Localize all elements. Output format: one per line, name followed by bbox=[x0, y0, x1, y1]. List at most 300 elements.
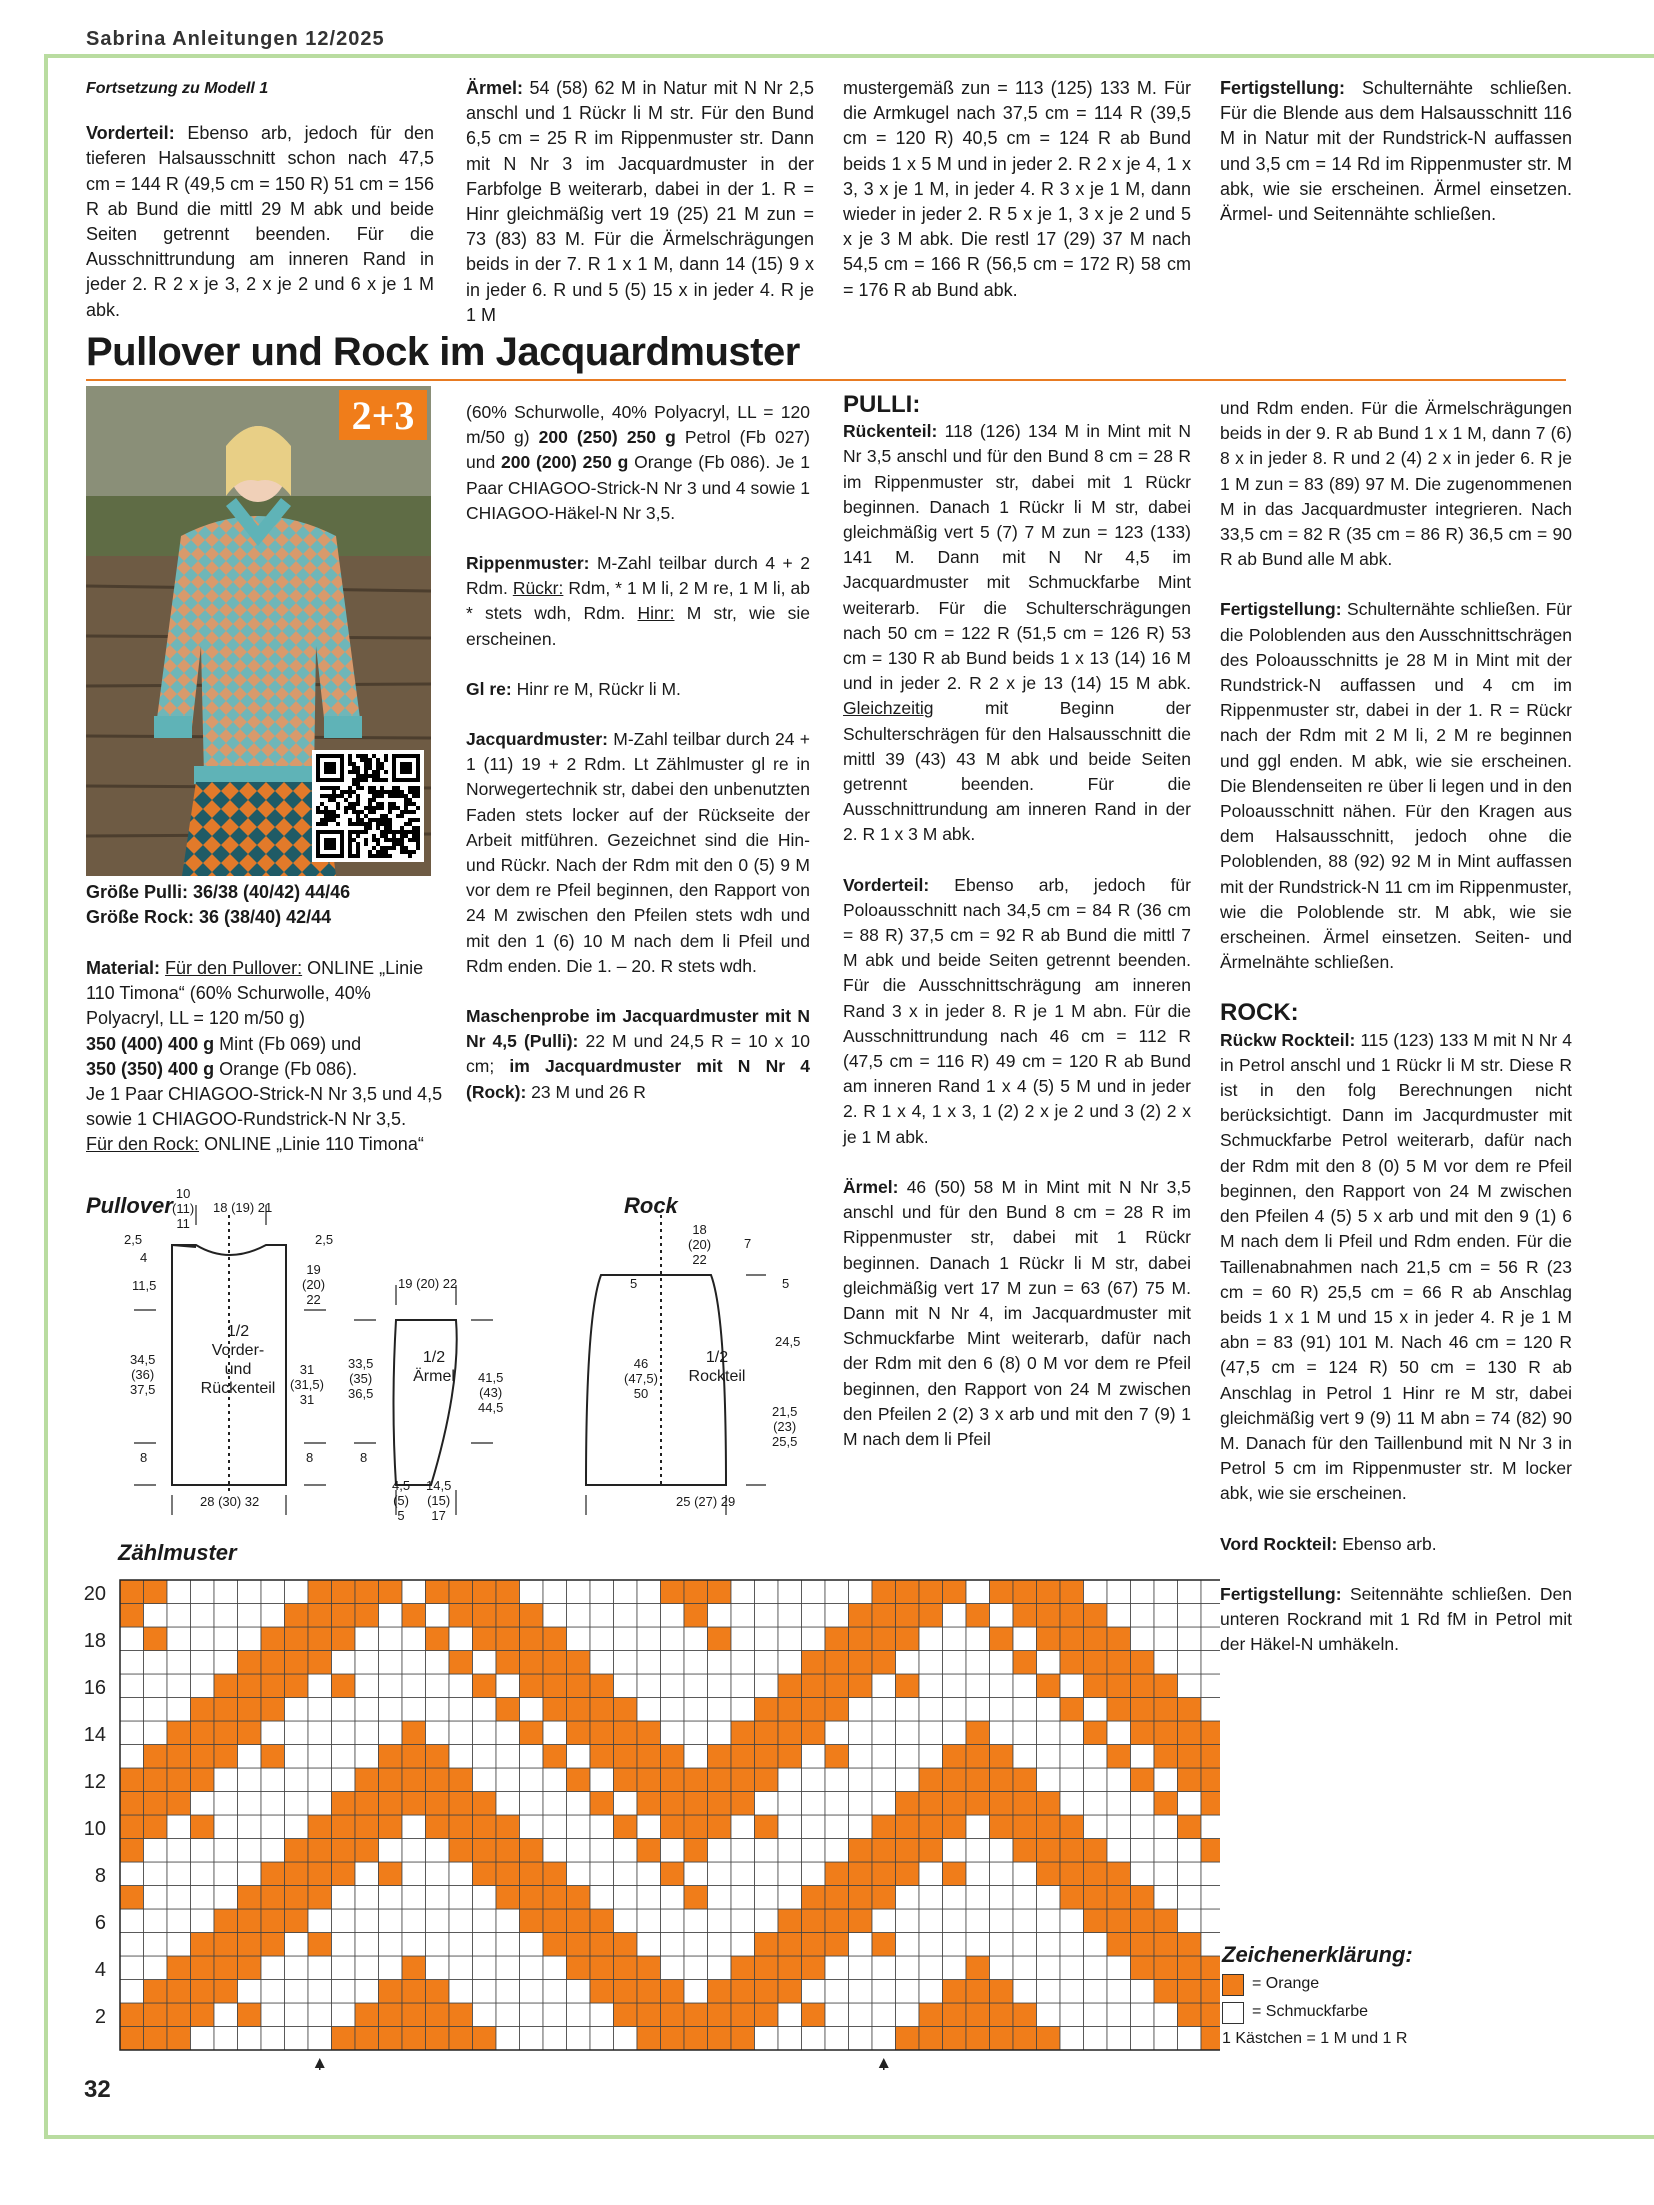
qr-module bbox=[356, 830, 360, 834]
chart-cell bbox=[567, 1580, 591, 1604]
qr-module bbox=[412, 790, 416, 794]
qr-module bbox=[348, 842, 352, 846]
chart-cell bbox=[379, 1604, 403, 1628]
chart-cell bbox=[402, 1980, 426, 2004]
chart-cell bbox=[802, 1933, 826, 1957]
chart-cell bbox=[332, 1815, 356, 1839]
chart-cell bbox=[755, 1886, 779, 1910]
dim-neck-top: 10 (11) 11 bbox=[172, 1186, 195, 1231]
chart-cell bbox=[990, 1580, 1014, 1604]
chart-cell bbox=[520, 1627, 544, 1651]
chart-cell bbox=[1013, 1909, 1037, 1933]
qr-module bbox=[356, 842, 360, 846]
chart-cell bbox=[379, 1674, 403, 1698]
chart-cell bbox=[708, 2003, 732, 2027]
chart-cell bbox=[849, 1815, 873, 1839]
chart-cell bbox=[872, 1674, 896, 1698]
qr-module bbox=[352, 854, 356, 858]
chart-cell bbox=[684, 1698, 708, 1722]
chart-cell bbox=[238, 1745, 262, 1769]
qr-module bbox=[408, 802, 412, 806]
chart-cell bbox=[1084, 1909, 1108, 1933]
chart-cell bbox=[637, 1674, 661, 1698]
qr-module bbox=[320, 818, 324, 822]
chart-cell bbox=[449, 2027, 473, 2051]
chart-cell bbox=[778, 1980, 802, 2004]
chart-cell bbox=[1037, 1604, 1061, 1628]
dim-sk-5r: 5 bbox=[782, 1276, 790, 1291]
chart-cell bbox=[849, 1745, 873, 1769]
chart-cell bbox=[261, 1768, 285, 1792]
qr-module bbox=[400, 850, 404, 854]
qr-module bbox=[416, 826, 420, 830]
chart-cell bbox=[1107, 1745, 1131, 1769]
qr-module bbox=[396, 794, 400, 798]
chart-cell bbox=[731, 1651, 755, 1675]
chart-cell bbox=[943, 1980, 967, 2004]
qr-module bbox=[404, 806, 408, 810]
chart-cell bbox=[966, 1768, 990, 1792]
qr-module bbox=[368, 758, 372, 762]
chart-cell bbox=[144, 1956, 168, 1980]
chart-row-label-left: 8 bbox=[94, 1864, 106, 1887]
qr-module bbox=[356, 822, 360, 826]
chart-cell bbox=[896, 1721, 920, 1745]
chart-cell bbox=[379, 1721, 403, 1745]
qr-module bbox=[356, 782, 360, 786]
dim-sl-top: 19 (20) 22 bbox=[398, 1276, 458, 1291]
chart-cell bbox=[1084, 1815, 1108, 1839]
chart-cell bbox=[896, 1651, 920, 1675]
chart-cell bbox=[120, 1627, 144, 1651]
chart-cell bbox=[214, 2003, 238, 2027]
chart-cell bbox=[308, 1792, 332, 1816]
chart-cell bbox=[355, 1980, 379, 2004]
rippen-c: M str, wie sie erscheinen. bbox=[466, 603, 810, 649]
chart-cell bbox=[872, 1956, 896, 1980]
chart-cell bbox=[896, 2003, 920, 2027]
chart-cell bbox=[590, 1651, 614, 1675]
chart-cell bbox=[379, 1886, 403, 1910]
rippen-label: Rippenmuster: bbox=[466, 553, 590, 574]
chart-cell bbox=[731, 2003, 755, 2027]
chart-cell bbox=[637, 1698, 661, 1722]
chart-cell bbox=[684, 1933, 708, 1957]
chart-cell bbox=[308, 1933, 332, 1957]
chart-cell bbox=[567, 2003, 591, 2027]
qr-module bbox=[380, 850, 384, 854]
chart-cell bbox=[308, 1886, 332, 1910]
chart-cell bbox=[896, 1745, 920, 1769]
chart-cell bbox=[1013, 1651, 1037, 1675]
chart-cell bbox=[261, 1674, 285, 1698]
qr-module bbox=[356, 810, 360, 814]
chart-cell bbox=[990, 2027, 1014, 2051]
chart-cell bbox=[943, 1792, 967, 1816]
chart-cell bbox=[379, 1698, 403, 1722]
chart-cell bbox=[802, 1980, 826, 2004]
qr-module bbox=[352, 770, 356, 774]
qr-module bbox=[396, 842, 400, 846]
chart-cell bbox=[1013, 1933, 1037, 1957]
chart-cell bbox=[520, 1815, 544, 1839]
chart-cell bbox=[191, 1839, 215, 1863]
chart-cell bbox=[990, 1933, 1014, 1957]
chart-cell bbox=[966, 1627, 990, 1651]
qr-module bbox=[360, 754, 364, 758]
chart-cell bbox=[708, 1651, 732, 1675]
qr-module bbox=[416, 794, 420, 798]
chart-cell bbox=[379, 1839, 403, 1863]
qr-module bbox=[364, 814, 368, 818]
qr-module bbox=[332, 794, 336, 798]
chart-cell bbox=[1084, 1886, 1108, 1910]
chart-cell bbox=[990, 1909, 1014, 1933]
chart-cell bbox=[120, 1792, 144, 1816]
material-label: Material: bbox=[86, 958, 161, 978]
chart-cell bbox=[966, 2003, 990, 2027]
chart-cell bbox=[637, 1768, 661, 1792]
chart-cell bbox=[449, 1745, 473, 1769]
chart-cell bbox=[308, 1721, 332, 1745]
qr-module bbox=[376, 822, 380, 826]
chart-cell bbox=[426, 2003, 450, 2027]
chart-cell bbox=[872, 1604, 896, 1628]
rueckenteil-text: 118 (126) 134 M in Mint mit N Nr 3,5 anschl und für den Bund 8 cm = 28 R im Rippenmuster str, dabei mit 1 Rückr beginnen. Danach 1 Rückr li M str, dabei gleichmäßig vert 5 (7) 7 M zun = 123 (133) 141 M. Dann mit N Nr 4,5 im Jacquardmuster mit Schmuckfarbe Mint weiterarb. Für die Schulterschrägungen nach 50 cm = 122 R (51,5 cm = 126 R) 53 cm = 130 R ab Bund beids 1 x 13 (14) 16 M und in jeder 2. R 2 x je 13 (14) 15 M abk. bbox=[843, 421, 1191, 694]
qr-module bbox=[332, 786, 336, 790]
qr-module bbox=[368, 818, 372, 822]
chart-cell bbox=[1131, 1651, 1155, 1675]
chart-cell bbox=[402, 1933, 426, 1957]
chart-cell bbox=[144, 1839, 168, 1863]
chart-cell bbox=[144, 1698, 168, 1722]
chart-cell bbox=[1084, 2003, 1108, 2027]
chart-cell bbox=[1037, 1909, 1061, 1933]
chart-cell bbox=[966, 2027, 990, 2051]
qr-module bbox=[356, 798, 360, 802]
chart-cell bbox=[120, 1909, 144, 1933]
chart-cell bbox=[543, 1909, 567, 1933]
chart-cell bbox=[191, 1862, 215, 1886]
qr-module bbox=[380, 814, 384, 818]
qr-module bbox=[388, 838, 392, 842]
qr-module bbox=[380, 854, 384, 858]
chart-cell bbox=[1178, 1627, 1202, 1651]
qr-module bbox=[352, 810, 356, 814]
chart-cell bbox=[637, 1933, 661, 1957]
dim-shoulder-r: 2,5 bbox=[315, 1232, 334, 1247]
qr-module bbox=[328, 786, 332, 790]
chart-cell bbox=[191, 1815, 215, 1839]
chart-cell bbox=[896, 1839, 920, 1863]
chart-cell bbox=[520, 1909, 544, 1933]
qr-module bbox=[376, 762, 380, 766]
dim-sk-r1: 24,5 bbox=[775, 1334, 801, 1349]
chart-cell bbox=[1060, 1815, 1084, 1839]
chart-cell bbox=[1060, 1698, 1084, 1722]
chart-cell bbox=[355, 2003, 379, 2027]
qr-module bbox=[348, 770, 352, 774]
chart-cell bbox=[778, 1721, 802, 1745]
qr-module bbox=[356, 778, 360, 782]
chart-cell bbox=[449, 1768, 473, 1792]
chart-cell bbox=[708, 1627, 732, 1651]
qr-module bbox=[412, 818, 416, 822]
chart-cell bbox=[238, 1909, 262, 1933]
vorderteil2-text: Ebenso arb, jedoch für Poloausschnitt nach 34,5 cm = 84 R (36 cm = 88 R) 37,5 cm = 92 R ab Bund die mittl 7 M abk und beide Seiten getrennt beenden. Für die Ausschnittschrägung am inneren Rand 3 x in jeder 8. R je 1 M abn. Für die Ausschnittrundung nach 46 cm = 112 R (47,5 cm = 116 R) 49 cm = 120 R ab Bund am inneren Rand 1 x 4 (5) 5 M und in jeder 2. R 1 x 4, 1 x 3, 1 (2) 2 x je 2 und 3 (2) 2 x je 1 M abk. bbox=[843, 874, 1191, 1147]
chart-cell bbox=[1131, 1956, 1155, 1980]
chart-cell bbox=[1060, 2003, 1084, 2027]
qr-module bbox=[372, 786, 376, 790]
chart-cell bbox=[238, 1839, 262, 1863]
material-qty-orange: 350 (350) 400 g bbox=[86, 1058, 215, 1079]
chart-cell bbox=[167, 2003, 191, 2027]
qr-module bbox=[364, 754, 368, 758]
chart-cell bbox=[778, 1768, 802, 1792]
chart-cell bbox=[943, 1768, 967, 1792]
qr-module bbox=[348, 854, 352, 858]
qr-module bbox=[376, 766, 380, 770]
qr-module bbox=[400, 846, 404, 850]
qr-module bbox=[356, 770, 360, 774]
chart-cell bbox=[1107, 1862, 1131, 1886]
dim-shoulder-l: 2,5 bbox=[124, 1232, 143, 1247]
material-rock-heading: Für den Rock: bbox=[86, 1134, 200, 1155]
dim-sk-7: 7 bbox=[744, 1236, 752, 1251]
chart-cell bbox=[684, 1815, 708, 1839]
chart-cell bbox=[943, 1956, 967, 1980]
rippen-hinr: Hinr: bbox=[637, 603, 675, 624]
chart-cell bbox=[332, 1768, 356, 1792]
chart-cell bbox=[426, 1886, 450, 1910]
body-label-1: 1/2 bbox=[226, 1323, 250, 1340]
chart-cell bbox=[755, 1674, 779, 1698]
qr-module bbox=[392, 846, 396, 850]
qr-module bbox=[388, 802, 392, 806]
chart-cell bbox=[473, 1792, 497, 1816]
chart-cell bbox=[919, 1745, 943, 1769]
chart-cell bbox=[1201, 1980, 1220, 2004]
chart-cell bbox=[778, 1862, 802, 1886]
chart-cell bbox=[567, 1980, 591, 2004]
chart-cell bbox=[379, 1956, 403, 1980]
chart-cell bbox=[261, 1980, 285, 2004]
chart-cell bbox=[990, 1721, 1014, 1745]
qr-module bbox=[376, 854, 380, 858]
chart-cell bbox=[755, 1651, 779, 1675]
chart-cell bbox=[1084, 1674, 1108, 1698]
sleeve-label bbox=[404, 1348, 464, 1386]
chart-cell bbox=[872, 1980, 896, 2004]
chart-cell bbox=[1060, 1886, 1084, 1910]
qr-module bbox=[400, 830, 404, 834]
dim-sl-bot-a: 4,5 (5) 5 bbox=[392, 1478, 411, 1523]
qr-module bbox=[404, 834, 408, 838]
chart-cell bbox=[614, 1862, 638, 1886]
chart-cell bbox=[355, 1909, 379, 1933]
chart-cell bbox=[1084, 1933, 1108, 1957]
chart-cell bbox=[966, 1933, 990, 1957]
material-needles: Je 1 Paar CHIAGOO-Strick-N Nr 3,5 und 4,5 sowie 1 CHIAGOO-Rundstrick-N Nr 3,5. bbox=[86, 1084, 443, 1130]
chart-cell bbox=[496, 1815, 520, 1839]
dim-sl-left: 33,5 (35) 36,5 bbox=[348, 1356, 374, 1401]
chart-cell bbox=[355, 1604, 379, 1628]
chart-cell bbox=[1201, 1768, 1220, 1792]
chart-cell bbox=[943, 1839, 967, 1863]
chart-cell bbox=[144, 1909, 168, 1933]
qr-module bbox=[320, 786, 324, 790]
chart-row-label-left: 12 bbox=[83, 1770, 106, 1793]
qr-module bbox=[388, 846, 392, 850]
chart-cell bbox=[144, 1627, 168, 1651]
chart-cell bbox=[191, 1745, 215, 1769]
qty-petrol: 200 (250) 250 g bbox=[538, 427, 676, 448]
chart-cell bbox=[966, 1745, 990, 1769]
chart-cell bbox=[379, 1980, 403, 2004]
qr-module bbox=[392, 802, 396, 806]
qr-module bbox=[368, 802, 372, 806]
chart-cell bbox=[496, 1839, 520, 1863]
chart-cell bbox=[731, 1768, 755, 1792]
chart-cell bbox=[661, 1627, 685, 1651]
chart-cell bbox=[449, 1580, 473, 1604]
chart-cell bbox=[708, 1721, 732, 1745]
chart-cell bbox=[1131, 1886, 1155, 1910]
chart-cell bbox=[402, 1768, 426, 1792]
chart-cell bbox=[543, 1956, 567, 1980]
page-title: Pullover und Rock im Jacquardmuster bbox=[86, 330, 800, 374]
chart-cell bbox=[543, 1651, 567, 1675]
chart-cell bbox=[614, 1580, 638, 1604]
chart-cell bbox=[661, 1674, 685, 1698]
qr-module bbox=[328, 818, 332, 822]
chart-cell bbox=[1084, 1792, 1108, 1816]
chart-cell bbox=[1131, 1674, 1155, 1698]
chart-cell bbox=[1131, 1604, 1155, 1628]
chart-cell bbox=[144, 1768, 168, 1792]
chart-cell bbox=[1154, 1956, 1178, 1980]
chart-cell bbox=[896, 1674, 920, 1698]
qr-module bbox=[380, 806, 384, 810]
chart-cell bbox=[849, 1980, 873, 2004]
chart-cell bbox=[120, 1815, 144, 1839]
chart-row-label-left: 16 bbox=[83, 1676, 106, 1699]
chart-cell bbox=[802, 1862, 826, 1886]
chart-cell bbox=[191, 1933, 215, 1957]
chart-cell bbox=[261, 1745, 285, 1769]
qr-module bbox=[320, 802, 324, 806]
col2-main bbox=[466, 400, 810, 1130]
chart-cell bbox=[238, 1627, 262, 1651]
chart-cell bbox=[520, 1933, 544, 1957]
col2-top bbox=[466, 76, 814, 353]
chart-cell bbox=[684, 1651, 708, 1675]
chart-cell bbox=[1107, 1674, 1131, 1698]
chart-cell bbox=[990, 2003, 1014, 2027]
chart-cell bbox=[1060, 1651, 1084, 1675]
chart-cell bbox=[1060, 1839, 1084, 1863]
chart-cell bbox=[684, 2003, 708, 2027]
chart-cell bbox=[285, 1768, 309, 1792]
chart-cell bbox=[990, 1698, 1014, 1722]
chart-cell bbox=[731, 1792, 755, 1816]
chart-cell bbox=[849, 2027, 873, 2051]
chart-cell bbox=[261, 1956, 285, 1980]
qr-module bbox=[388, 822, 392, 826]
qr-module bbox=[368, 798, 372, 802]
chart-cell bbox=[1201, 2027, 1220, 2051]
qr-module bbox=[384, 754, 388, 758]
chart-cell bbox=[731, 1674, 755, 1698]
chart-cell bbox=[144, 1980, 168, 2004]
qr-module bbox=[336, 814, 340, 818]
chart-cell bbox=[661, 1768, 685, 1792]
chart-cell bbox=[426, 1980, 450, 2004]
chart-cell bbox=[919, 1980, 943, 2004]
petrol-text: Petrol (Fb 027) und bbox=[466, 427, 810, 473]
chart-cell bbox=[943, 1933, 967, 1957]
chart-cell bbox=[214, 1745, 238, 1769]
chart-cell bbox=[355, 1886, 379, 1910]
qr-module bbox=[376, 758, 380, 762]
chart-cell bbox=[637, 1651, 661, 1675]
chart-cell bbox=[520, 1674, 544, 1698]
chart-cell bbox=[802, 1768, 826, 1792]
chart-cell bbox=[1201, 1698, 1220, 1722]
chart-cell bbox=[285, 2027, 309, 2051]
chart-title: Zählmuster bbox=[118, 1540, 237, 1565]
chart-cell bbox=[426, 1862, 450, 1886]
chart-cell bbox=[637, 1580, 661, 1604]
chart-cell bbox=[449, 1909, 473, 1933]
chart-cell bbox=[144, 2003, 168, 2027]
chart-cell bbox=[496, 1651, 520, 1675]
chart-cell bbox=[214, 1886, 238, 1910]
chart-cell bbox=[379, 1792, 403, 1816]
dim-right-31: 31 (31,5) 31 bbox=[290, 1362, 324, 1407]
dim-body-w: 28 (30) 32 bbox=[200, 1494, 260, 1509]
chart-cell bbox=[167, 1604, 191, 1628]
chart-cell bbox=[1107, 1980, 1131, 2004]
zaehlmuster-chart bbox=[60, 1570, 1220, 2070]
chart-cell bbox=[214, 1768, 238, 1792]
chart-cell bbox=[684, 1956, 708, 1980]
chart-cell bbox=[1178, 1651, 1202, 1675]
chart-cell bbox=[1154, 1909, 1178, 1933]
chart-cell bbox=[1107, 1839, 1131, 1863]
chart-cell bbox=[449, 1651, 473, 1675]
chart-cell bbox=[849, 1674, 873, 1698]
chart-cell bbox=[661, 1698, 685, 1722]
chart-cell bbox=[379, 1745, 403, 1769]
qr-code[interactable] bbox=[312, 750, 424, 862]
chart-cell bbox=[120, 1745, 144, 1769]
qr-module bbox=[360, 830, 364, 834]
chart-cell bbox=[778, 1956, 802, 1980]
qr-module bbox=[356, 786, 360, 790]
chart-cell bbox=[1037, 1956, 1061, 1980]
chart-cell bbox=[661, 1604, 685, 1628]
chart-cell bbox=[567, 1627, 591, 1651]
chart-cell bbox=[1037, 1627, 1061, 1651]
chart-cell bbox=[590, 1815, 614, 1839]
chart-cell bbox=[614, 1745, 638, 1769]
chart-cell bbox=[849, 1604, 873, 1628]
chart-cell bbox=[1060, 1862, 1084, 1886]
qr-module bbox=[364, 766, 368, 770]
chart-cell bbox=[167, 1627, 191, 1651]
chart-cell bbox=[332, 1792, 356, 1816]
